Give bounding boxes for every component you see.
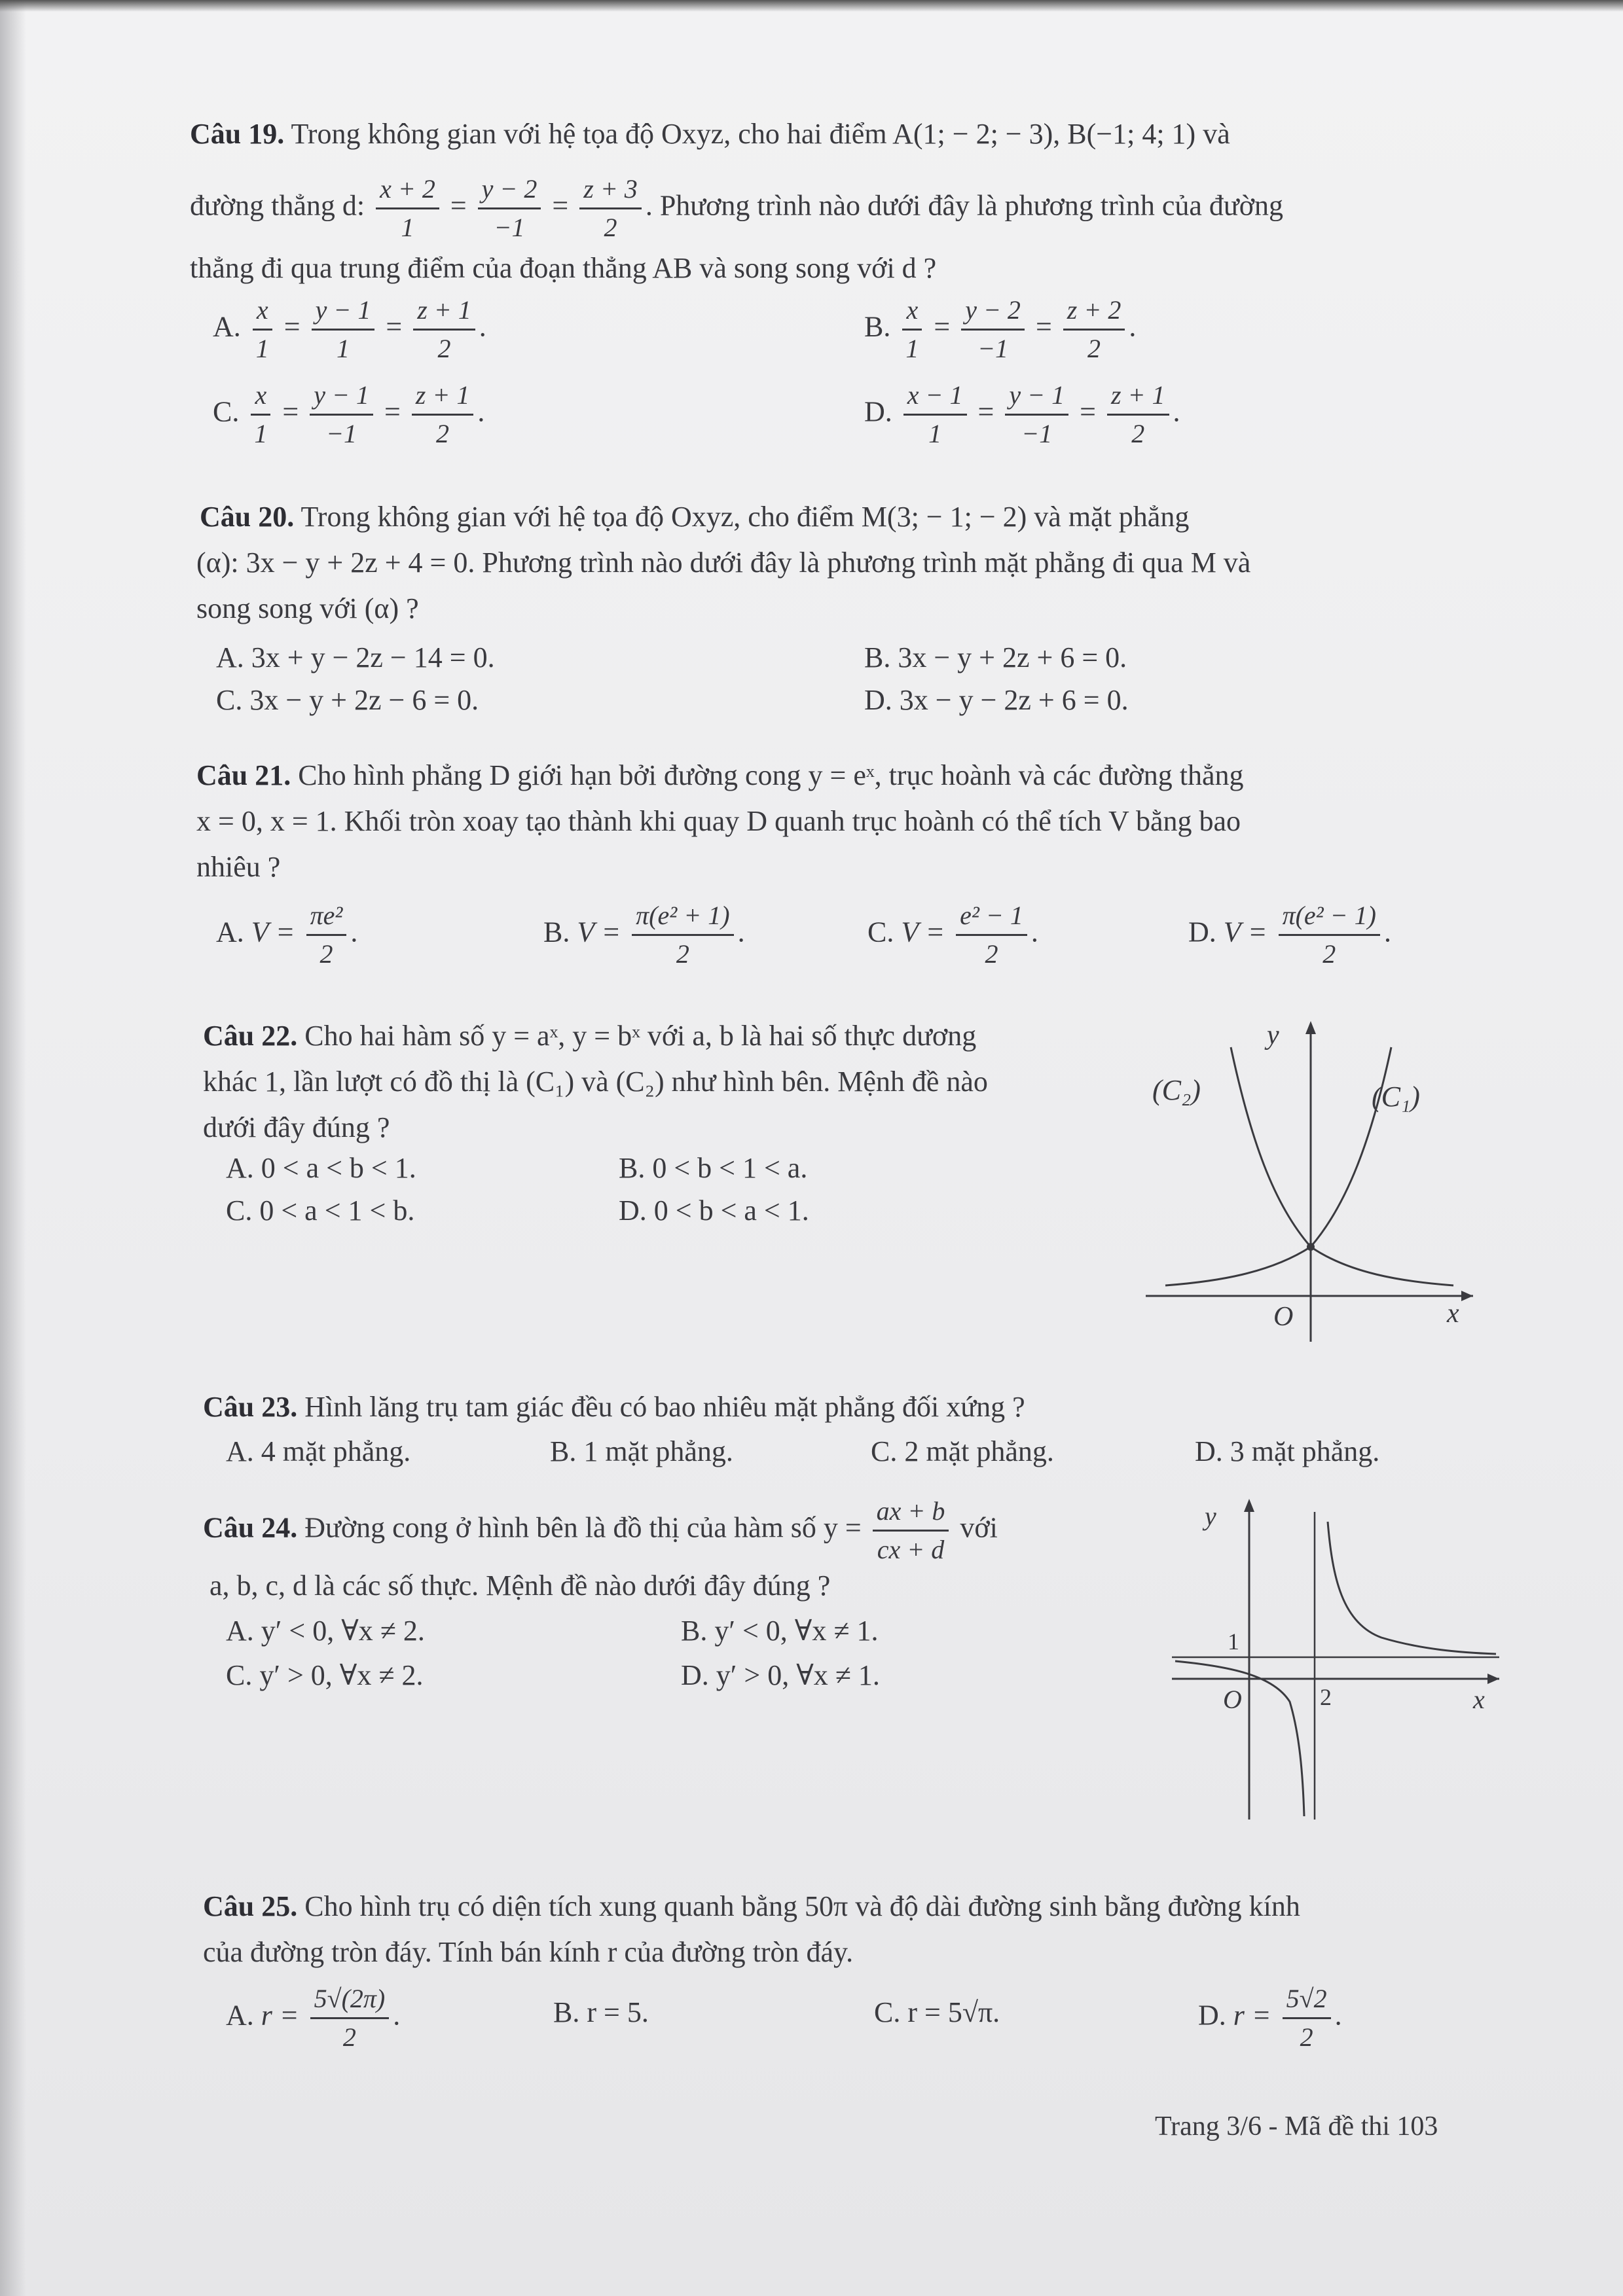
q20-line2 [196,540,1250,586]
q22-text3: dưới đây đúng ? [203,1111,390,1143]
q24-label-one: 1 [1228,1628,1239,1655]
q24-label-x: x [1473,1685,1485,1714]
q20-line1 [200,494,1189,540]
q23-label: Câu 23. [203,1391,298,1423]
q25-label: Câu 25. [203,1890,298,1922]
q20-text3: song song với (α) ? [196,592,419,624]
q19-fraction-z: $\frac{z + 3}{2}$ [579,173,642,243]
q22-exponential-graph [1139,1008,1480,1348]
q19-option-d: D. $\frac{x - 1}{1}$ = $\frac{y - 1}{-1}$ = $\frac{z + 1}{2}$ . [864,380,1180,448]
q25-text1: Cho hình trụ có diện tích xung quanh bằng 50π và độ dài đường sinh bằng đường kính [304,1890,1300,1922]
q23-option-b: B. 1 mặt phẳng. [550,1435,733,1467]
page-footer: Trang 3/6 - Mã đề thi 103 [1155,2111,1438,2142]
q22-option-c: C. 0 < a < 1 < b. [226,1194,415,1227]
q25-option-c: C. r = 5√π. [874,1996,1000,2028]
q19-line1 [190,111,1230,157]
q23-option-d: D. 3 mặt phẳng. [1195,1435,1380,1467]
q20-text2: (α): 3x − y + 2z + 4 = 0. Phương trình nào dưới đây là phương trình mặt phẳng đi qua M và [196,547,1251,579]
q19-fraction-y: $\frac{y - 2}{-1}$ [478,173,541,243]
q24-label-y: y [1205,1501,1216,1531]
q24-line2 [210,1563,830,1609]
q19-option-a: A. $\frac{x}{1}$ = $\frac{y - 1}{1}$ = $\frac{z + 1}{2}$ . [213,295,486,363]
q25-option-a: A. r = $\frac{5√(2\pi)}{2}$ . [226,1984,401,2052]
q25-option-b: B. r = 5. [553,1996,649,2028]
q21-line3 [196,844,280,890]
q23-line1 [203,1384,1025,1430]
q24-option-c: C. y′ > 0, ∀x ≠ 2. [226,1659,424,1691]
q24-rational-graph [1165,1486,1506,1826]
q22-line2 [203,1059,988,1105]
q19-text2a: đường thẳng d: [190,189,365,222]
q20-option-c: C. 3x − y + 2z − 6 = 0. [216,684,479,716]
q22-option-d: D. 0 < b < a < 1. [619,1194,809,1227]
q21-line2 [196,798,1241,844]
q24-option-a: A. y′ < 0, ∀x ≠ 2. [226,1615,425,1647]
q24-text1a: Đường cong ở hình bên là đồ thị của hàm số y = [304,1511,862,1544]
q22-text2: khác 1, lần lượt có đồ thị là (C₁) và (C₂) như hình bên. Mệnh đề nào [203,1066,988,1098]
q23-text1: Hình lăng trụ tam giác đều có bao nhiêu mặt phẳng đối xứng ? [304,1391,1025,1423]
q24-option-b: B. y′ < 0, ∀x ≠ 1. [681,1615,879,1647]
q22-option-b: B. 0 < b < 1 < a. [619,1152,808,1184]
q25-line1 [203,1884,1300,1929]
q22-label-y: y [1267,1020,1279,1050]
q25-option-d: D. r = $\frac{5√2}{2}$ . [1198,1984,1342,2052]
q19-fraction-x: $\frac{x + 2}{1}$ [376,173,439,243]
q19-label: Câu 19. [190,118,285,150]
q21-line1 [196,753,1244,798]
q19-text1: Trong không gian với hệ tọa độ Oxyz, cho hai điểm A(1; − 2; − 3), B(−1; 4; 1) và [291,118,1230,150]
q23-option-a: A. 4 mặt phẳng. [226,1435,411,1467]
q21-option-d: D. V = $\frac{\text{π(e² − 1)}}{2}$ . [1188,901,1391,969]
q22-label-c2: (C₂) [1152,1074,1201,1106]
page-shadow-top [0,0,1623,12]
q24-text2: a, b, c, d là các số thực. Mệnh đề nào dưới đây đúng ? [210,1570,831,1602]
q19-line2: đường thẳng d: $\frac{x + 2}{1}$ = $\frac{y - 2}{-1}$ = $\frac{z + 3}{2}$ . Phương trình nào dưới đây là phương trình của đường [190,174,1284,242]
q22-intersection-point [1307,1243,1315,1251]
q21-option-c: C. V = $\frac{\text{e² − 1}}{2}$ . [867,901,1038,969]
q24-label-origin: O [1223,1685,1242,1714]
q20-text1: Trong không gian với hệ tọa độ Oxyz, cho điểm M(3; − 1; − 2) và mặt phẳng [301,501,1190,533]
q22-x-arrow-icon [1461,1291,1473,1301]
q20-option-a: A. 3x + y − 2z − 14 = 0. [216,641,495,673]
q22-line3 [203,1105,390,1151]
q24-option-d: D. y′ > 0, ∀x ≠ 1. [681,1659,880,1691]
q21-text1: Cho hình phẳng D giới hạn bởi đường cong y = eˣ, trục hoành và các đường thẳng [298,759,1244,791]
q24-x-arrow-icon [1487,1674,1499,1684]
q24-label-two: 2 [1320,1684,1332,1710]
q24-line1 [203,1496,998,1566]
q19-option-c: C. $\frac{x}{1}$ = $\frac{y - 1}{-1}$ = $\frac{z + 1}{2}$ . [213,380,485,448]
q21-option-b: B. V = $\frac{\text{π(e² + 1)}}{2}$ . [543,901,745,969]
q22-label-x: x [1447,1299,1459,1329]
q23-option-c: C. 2 mặt phẳng. [871,1435,1054,1467]
q19-line3 [190,245,936,291]
q22-label-origin: O [1273,1302,1294,1332]
q24-y-arrow-icon [1244,1499,1254,1512]
q24-curve-right-branch [1328,1522,1496,1654]
q22-line1 [203,1013,976,1059]
q22-option-a: A. 0 < a < b < 1. [226,1152,416,1184]
q24-text1b: với [960,1511,998,1544]
q21-option-a: A. V = $\frac{\text{πe²}}{2}$ . [216,901,358,969]
q22-curve-c2 [1231,1047,1453,1285]
q22-y-arrow-icon [1305,1021,1316,1034]
q22-label-c1: (C₁) [1372,1081,1420,1113]
page-shadow-left [0,0,26,2296]
q19-option-b: B. $\frac{x}{1}$ = $\frac{y - 2}{-1}$ = $\frac{z + 2}{2}$ . [864,295,1137,363]
q21-label: Câu 21. [196,759,291,791]
q21-text2: x = 0, x = 1. Khối tròn xoay tạo thành khi quay D quanh trục hoành có thể tích V bằng bao [196,805,1241,837]
q20-line3 [196,586,419,632]
q20-option-d: D. 3x − y − 2z + 6 = 0. [864,684,1129,716]
q22-text1: Cho hai hàm số y = aˣ, y = bˣ với a, b là hai số thực dương [304,1020,977,1052]
q25-text2: của đường tròn đáy. Tính bán kính r của đường tròn đáy. [203,1936,854,1968]
q19-text3: thẳng đi qua trung điểm của đoạn thẳng AB và song song với d ? [190,252,937,284]
q25-line2 [203,1929,853,1975]
q20-option-b: B. 3x − y + 2z + 6 = 0. [864,641,1127,673]
q20-label: Câu 20. [200,501,295,533]
q24-label: Câu 24. [203,1511,298,1544]
q24-fraction: $\frac{ax + b}{cx + d}$ [873,1496,949,1566]
q22-label: Câu 22. [203,1020,298,1052]
q19-text2b: . Phương trình nào dưới đây là phương trình của đường [645,189,1284,222]
q21-text3: nhiêu ? [196,851,281,883]
